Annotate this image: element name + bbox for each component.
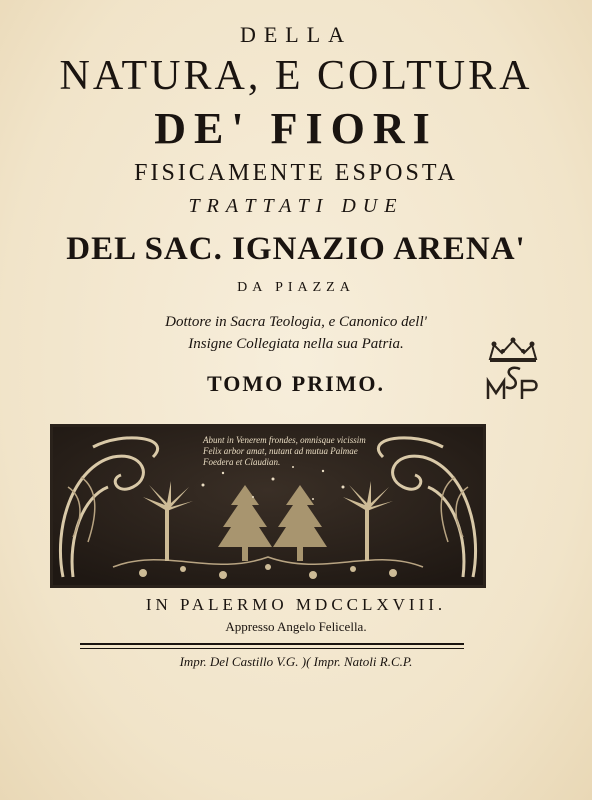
- subtitle-line: FISICAMENTE ESPOSTA: [134, 160, 458, 186]
- motto-line: Felix arbor amat, nutant ad mutua Palmae: [203, 446, 358, 456]
- imprint-printer: Appresso Angelo Felicella.: [225, 619, 367, 634]
- motto-line: Abunt in Venerem frondes, omnisque vicissim: [203, 435, 366, 445]
- motto-line: Foedera et Claudian.: [203, 457, 281, 467]
- imprimatur-licences: Impr. Del Castillo V.G. )( Impr. Natoli R.C.P.: [179, 654, 413, 669]
- author-title-line2: Insigne Collegiata nella sua Patria.: [188, 336, 404, 352]
- volume-label: TOMO PRIMO.: [206, 371, 386, 396]
- divider-rule: [80, 643, 464, 645]
- title-line-natura: NATURA, E COLTURA: [59, 53, 533, 99]
- treatise-count: TRATTATI DUE: [188, 195, 404, 217]
- title-line-della: DELLA: [239, 22, 353, 47]
- vignette-motto: [203, 435, 443, 468]
- monogram-icon: [488, 368, 537, 399]
- divider-rule-thin: [80, 648, 464, 649]
- imprint-place-date: IN PALERMO MDCCLXVIII.: [145, 595, 447, 614]
- woodcut-vignette: [50, 424, 486, 588]
- author-name: DEL SAC. IGNAZIO ARENA': [66, 231, 526, 267]
- author-origin: DA PIAZZA: [237, 280, 355, 295]
- crown-icon: [490, 338, 536, 363]
- title-line-fiori: DE' FIORI: [154, 104, 438, 153]
- author-title-line1: Dottore in Sacra Teologia, e Canonico dell': [165, 314, 427, 330]
- ownership-stamp: [482, 333, 544, 405]
